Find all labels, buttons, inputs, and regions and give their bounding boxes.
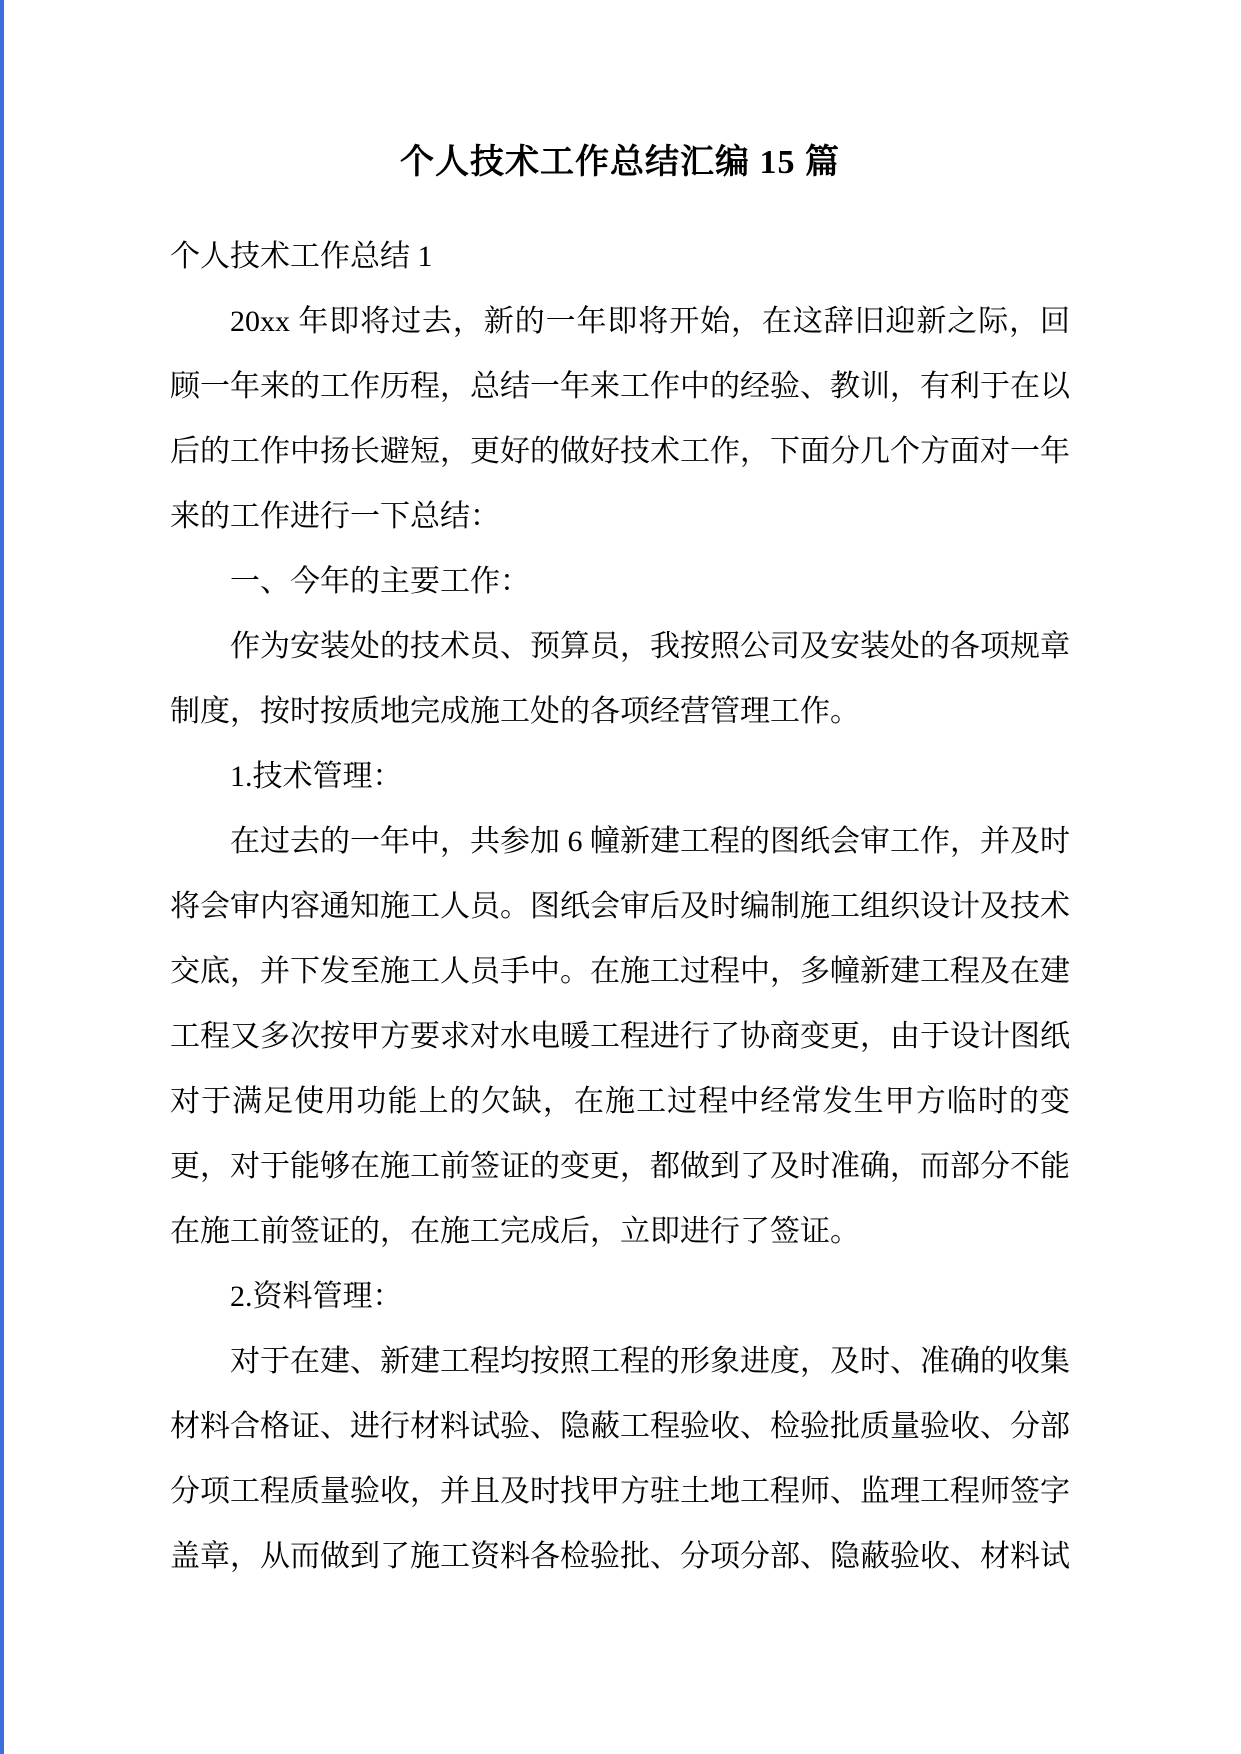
paragraph: 在过去的一年中，共参加 6 幢新建工程的图纸会审工作，并及时将会审内容通知施工人员。图纸会审后及时编制施工组织设计及技术交底，并下发至施工人员手中。在施工过程中，多幢新建工程及在建工程又多次按甲方要求对水电暖工程进行了协商变更，由于设计图纸对于满足使用功能上的欠缺，在施工过程中经常发生甲方临时的变更，对于能够在施工前签证的变更，都做到了及时准确，而部分不能在施工前签证的，在施工完成后，立即进行了签证。 <box>170 825 1070 1248</box>
paragraph: 一、今年的主要工作： <box>230 565 530 598</box>
paragraph: 20xx 年即将过去，新的一年即将开始，在这辞旧迎新之际，回顾一年来的工作历程，总结一年来工作中的经验、教训，有利于在以后的工作中扬长避短，更好的做好技术工作，下面分几个方面对一年来的工作进行一下总结： <box>170 305 1070 533</box>
paragraph: 作为安装处的技术员、预算员，我按照公司及安装处的各项规章制度，按时按质地完成施工处的各项经营管理工作。 <box>170 630 1070 728</box>
paragraph: 对于在建、新建工程均按照工程的形象进度，及时、准确的收集材料合格证、进行材料试验、隐蔽工程验收、检验批质量验收、分部分项工程质量验收，并且及时找甲方驻土地工程师、监理工程师签字盖章，从而做到了施工资料各检验批、分项分部、隐蔽验收、材料试 <box>170 1345 1070 1573</box>
document-body <box>170 224 1070 1589</box>
document-title: 个人技术工作总结汇编 15 篇 <box>400 144 840 181</box>
paragraph: 1.技术管理： <box>230 760 403 793</box>
paragraph: 个人技术工作总结 1 <box>170 240 433 273</box>
document-content <box>170 138 1070 1589</box>
paragraph: 2.资料管理： <box>230 1280 403 1313</box>
left-edge-line <box>0 0 4 1754</box>
